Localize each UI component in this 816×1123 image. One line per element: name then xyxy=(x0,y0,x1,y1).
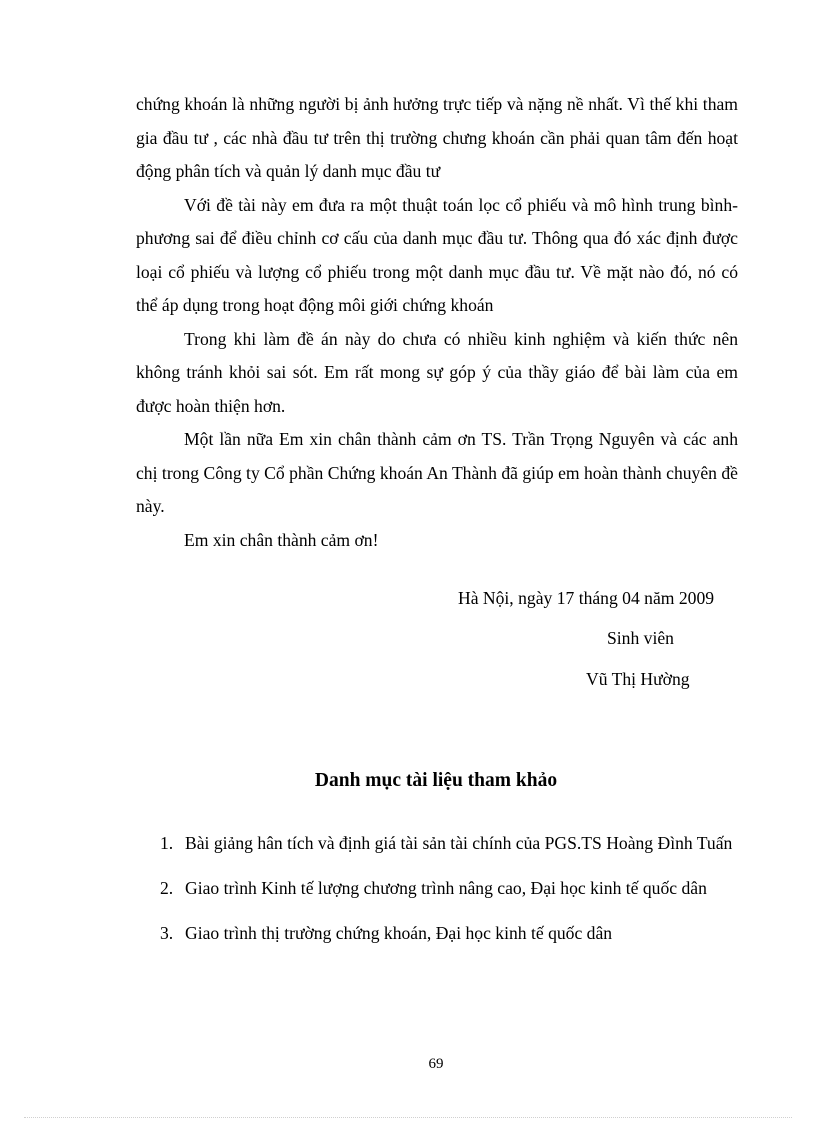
body-text xyxy=(136,88,738,557)
list-item-text: Giao trình Kinh tế lượng chương trình nâng cao, Đại học kinh tế quốc dân xyxy=(185,878,707,898)
references-title: Danh mục tài liệu tham khảo xyxy=(314,770,558,791)
list-item xyxy=(136,873,738,904)
page-number: 69 xyxy=(428,1056,444,1072)
list-item-number: 2. xyxy=(160,878,174,898)
page-edge-divider xyxy=(24,1117,792,1118)
paragraph-thanks: Một lần nữa Em xin chân thành cảm ơn TS. Trần Trọng Nguyên và các anh chị trong Công ty Cổ phần Chứng khoán An Thành đã giúp em hoàn thành chuyên đề này. xyxy=(136,429,738,516)
list-item-number: 3. xyxy=(160,923,174,943)
paragraph-apology: Trong khi làm đề án này do chưa có nhiều kinh nghiệm và kiến thức nên không tránh khỏi sai sót. Em rất mong sự góp ý của thầy giáo để bài làm của em được hoàn thiện hơn. xyxy=(136,328,738,416)
paragraph-intro: chứng khoán là những người bị ảnh hưởng trực tiếp và nặng nề nhất. Vì thế khi tham gia đầu tư , các nhà đầu tư trên thị trường chưng khoán cần phải quan tâm đến hoạt động phân tích và quản lý danh mục đầu tư xyxy=(136,94,738,181)
list-item xyxy=(136,828,738,859)
paragraph-topic: Với đề tài này em đưa ra một thuật toán lọc cổ phiếu và mô hình trung bình-phương sai để điều chỉnh cơ cấu của danh mục đầu tư. Thông qua đó xác định được loại cổ phiếu và lượng cổ phiếu trong một danh mục đầu tư. Về mặt nào đó, nó có thể áp dụng trong hoạt động môi giới chứng khoán xyxy=(136,194,738,315)
paragraph-closing: Em xin chân thành cảm ơn! xyxy=(184,529,379,550)
references-list xyxy=(136,828,738,963)
list-item-text: Bài giảng hân tích và định giá tài sản tài chính của PGS.TS Hoàng Đình Tuấn xyxy=(185,833,733,853)
list-item-number: 1. xyxy=(160,833,174,853)
list-item xyxy=(136,918,738,949)
signature-name: Vũ Thị Hường xyxy=(586,669,690,689)
list-item-text: Giao trình thị trường chứng khoán, Đại học kinh tế quốc dân xyxy=(185,923,613,943)
signature-role: Sinh viên xyxy=(607,628,674,648)
signature-date: Hà Nội, ngày 17 tháng 04 năm 2009 xyxy=(458,588,715,608)
